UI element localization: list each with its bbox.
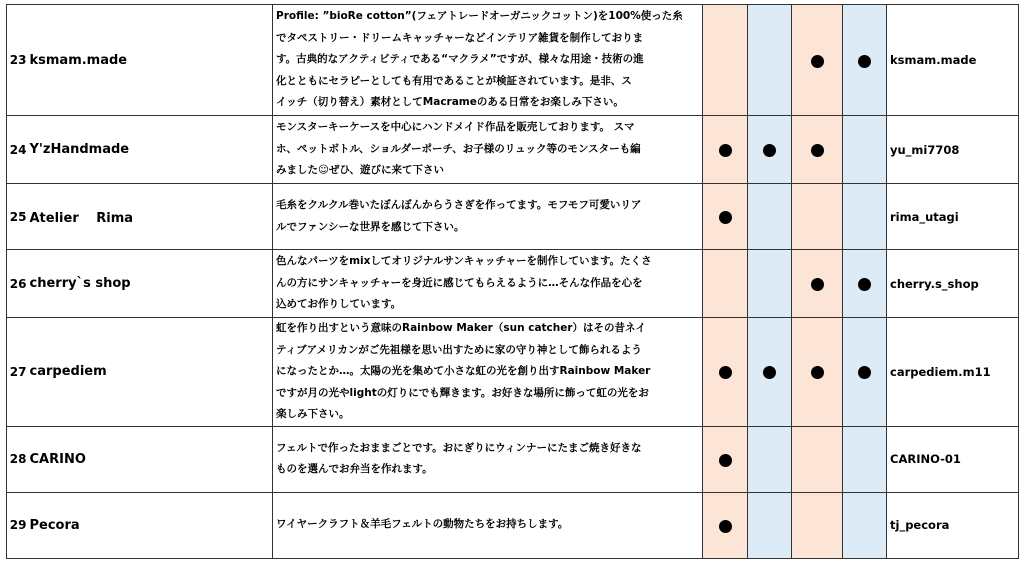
description-line: みました☺ぜひ、遊びに来て下さい: [276, 164, 445, 177]
table-row: [7, 492, 1019, 558]
row-number: 25: [7, 184, 29, 250]
category-cell-3: [792, 318, 843, 427]
row-number: 28: [7, 426, 29, 492]
vendor-table-body: [7, 5, 1019, 559]
table-row: [7, 250, 1019, 318]
category-cell-2: [748, 426, 792, 492]
description-line: ワイヤークラフト＆羊毛フェルトの動物たちをお持ちします。: [276, 518, 569, 531]
vendor-name: carpediem: [29, 318, 273, 427]
table-row: [7, 426, 1019, 492]
vendor-description: [273, 250, 703, 318]
filled-circle-icon: [811, 366, 824, 379]
description-line: ものを選んでお弁当を作れます。: [276, 463, 433, 475]
category-cell-2: [748, 492, 792, 558]
category-cell-3: [792, 5, 843, 116]
category-cell-4: [843, 318, 887, 427]
vendor-description: [273, 318, 703, 427]
category-cell-4: [843, 116, 887, 184]
description-line: す。古典的なアクティビティである“マクラメ”ですが、様々な用途・技術の進: [276, 53, 644, 66]
description-line: 化とともにセラピーとしても有用であることが検証されています。是非、ス: [276, 74, 632, 87]
description-line: 虹を作り出すという意味のRainbow Maker（sun catcher）はその昔ネイ: [276, 322, 646, 334]
row-number: 27: [7, 318, 29, 427]
vendor-name: CARINO: [29, 426, 273, 492]
vendor-name: Pecora: [29, 492, 273, 558]
category-cell-2: [748, 184, 792, 250]
instagram-handle: CARINO-01: [887, 426, 1019, 492]
description-line: でタペストリー・ドリームキャッチャーなどインテリア雑貨を制作しておりま: [276, 31, 644, 44]
category-cell-4: [843, 426, 887, 492]
table-row: [7, 184, 1019, 250]
vendor-description: [273, 426, 703, 492]
description-line: 色んなパーツをmixしてオリジナルサンキャッチャーを制作しています。たくさ: [276, 255, 652, 268]
description-line: ホ、ペットボトル、ショルダーポーチ、お子様のリュック等のモンスターも編: [276, 142, 641, 155]
filled-circle-icon: [719, 366, 732, 379]
category-cell-3: [792, 492, 843, 558]
filled-circle-icon: [719, 211, 732, 224]
description-line: 楽しみ下さい。: [276, 408, 350, 420]
filled-circle-icon: [858, 55, 871, 68]
filled-circle-icon: [763, 144, 776, 157]
description-line: モンスターキーケースを中心にハンドメイド作品を販売しております。 スマ: [276, 121, 635, 134]
instagram-handle: tj_pecora: [887, 492, 1019, 558]
vendor-table: [6, 4, 1019, 559]
filled-circle-icon: [719, 144, 732, 157]
instagram-handle: ksmam.made: [887, 5, 1019, 116]
filled-circle-icon: [763, 366, 776, 379]
instagram-handle: cherry.s_shop: [887, 250, 1019, 318]
description-line: になったとか…。太陽の光を集めて小さな虹の光を創り出すRainbow Maker: [276, 365, 651, 377]
category-cell-1: [703, 184, 748, 250]
instagram-handle: yu_mi7708: [887, 116, 1019, 184]
vendor-description: [273, 5, 703, 116]
category-cell-4: [843, 5, 887, 116]
category-cell-1: [703, 250, 748, 318]
description-line: ルでファンシーな世界を感じて下さい。: [276, 220, 465, 233]
vendor-name: Y'zHandmade: [29, 116, 273, 184]
description-line: イッチ（切り替え）素材としてMacrameのある日常をお楽しみ下さい。: [276, 96, 624, 109]
category-cell-2: [748, 116, 792, 184]
vendor-description: [273, 116, 703, 184]
description-line: 込めてお作りしています。: [276, 298, 402, 311]
filled-circle-icon: [811, 144, 824, 157]
description-line: ティブアメリカンがご先祖様を思い出すために家の守り神として飾られるよう: [276, 343, 642, 356]
instagram-handle: carpediem.m11: [887, 318, 1019, 427]
description-line: フェルトで作ったおままごとです。おにぎりにウィンナーにたまご焼き好きな: [276, 441, 642, 454]
description-line: 毛糸をクルクル巻いたぼんぼんからうさぎを作ってます。モフモフ可愛いリア: [276, 199, 642, 211]
category-cell-1: [703, 426, 748, 492]
category-cell-4: [843, 184, 887, 250]
row-number: 26: [7, 250, 29, 318]
filled-circle-icon: [811, 55, 824, 68]
filled-circle-icon: [811, 278, 824, 291]
table-row: [7, 5, 1019, 116]
filled-circle-icon: [719, 454, 732, 467]
category-cell-4: [843, 492, 887, 558]
category-cell-3: [792, 116, 843, 184]
description-line: ですが月の光やlightの灯りにでも輝きます。お好きな場所に飾って虹の光をお: [276, 386, 649, 399]
table-row: [7, 116, 1019, 184]
category-cell-1: [703, 318, 748, 427]
row-number: 29: [7, 492, 29, 558]
description-line: Profile: ”bioRe cotton”(フェアトレードオーガニックコットン)を100%使った糸: [276, 10, 683, 23]
table-row: [7, 318, 1019, 427]
vendor-name: cherry`s shop: [29, 250, 273, 318]
category-cell-1: [703, 116, 748, 184]
instagram-handle: rima_utagi: [887, 184, 1019, 250]
category-cell-4: [843, 250, 887, 318]
vendor-name: Atelier Rima: [29, 184, 273, 250]
description-line: んの方にサンキャッチャーを身近に感じてもらえるように…そんな作品を心を: [276, 276, 643, 289]
category-cell-3: [792, 184, 843, 250]
row-number: 23: [7, 5, 29, 116]
category-cell-2: [748, 250, 792, 318]
category-cell-1: [703, 5, 748, 116]
category-cell-2: [748, 5, 792, 116]
category-cell-1: [703, 492, 748, 558]
vendor-description: [273, 184, 703, 250]
vendor-description: [273, 492, 703, 558]
category-cell-3: [792, 426, 843, 492]
category-cell-3: [792, 250, 843, 318]
filled-circle-icon: [858, 278, 871, 291]
category-cell-2: [748, 318, 792, 427]
row-number: 24: [7, 116, 29, 184]
vendor-name: ksmam.made: [29, 5, 273, 116]
filled-circle-icon: [858, 366, 871, 379]
filled-circle-icon: [719, 520, 732, 533]
